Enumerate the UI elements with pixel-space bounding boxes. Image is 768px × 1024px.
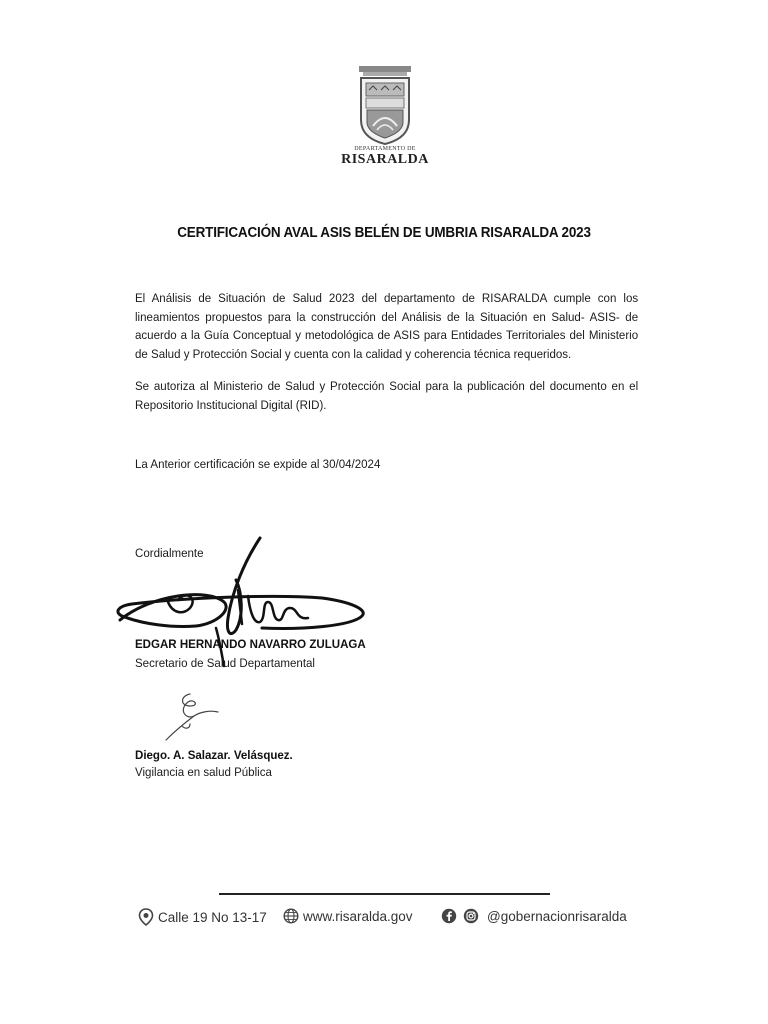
signatory-1-role: Secretario de Salud Departamental [135,656,315,670]
signatory-2-name: Diego. A. Salazar. Velásquez. [135,748,293,762]
footer-divider [219,893,550,895]
footer-social-handle[interactable]: @gobernacionrisaralda [487,908,627,924]
footer-social[interactable] [441,908,627,924]
instagram-icon[interactable] [463,908,479,924]
globe-icon [283,908,299,924]
footer-website-text[interactable]: www.risaralda.gov [303,908,413,924]
location-pin-icon [138,908,154,926]
department-coat-of-arms-logo [355,66,415,146]
handwritten-signature-secondary [160,690,220,745]
body-paragraph-1: El Análisis de Situación de Salud 2023 del departamento de RISARALDA cumple con los lineamientos propuestos para la construcción del Análisis de la Situación en Salud- ASIS- de acuerdo a la Guía Conceptual y metodológica de ASIS para Entidades Territoriales del Ministerio de Salud y Protección Social y cuenta con la calidad y coherencia técnica requeridos. [135,291,639,362]
department-name: RISARALDA [341,152,429,167]
facebook-icon[interactable] [441,908,457,924]
handwritten-signature-primary [112,532,374,672]
document-title: CERTIFICACIÓN AVAL ASIS BELÉN DE UMBRIA RISARALDA 2023 [177,225,591,241]
signatory-1-name: EDGAR HERNANDO NAVARRO ZULUAGA [135,637,366,651]
department-label: DEPARTAMENTO DE [354,146,416,152]
footer-address-text: Calle 19 No 13-17 [158,909,267,925]
footer-address [138,908,267,926]
signatory-2-role: Vigilancia en salud Pública [135,765,272,779]
closing-salutation: Cordialmente [135,546,204,560]
footer-website[interactable] [283,908,413,924]
body-paragraph-2: Se autoriza al Ministerio de Salud y Protección Social para la publicación del documento en el Repositorio Institucional Digital (RID). [135,379,639,412]
body-paragraph-3: La Anterior certificación se expide al 30/04/2024 [135,457,381,471]
